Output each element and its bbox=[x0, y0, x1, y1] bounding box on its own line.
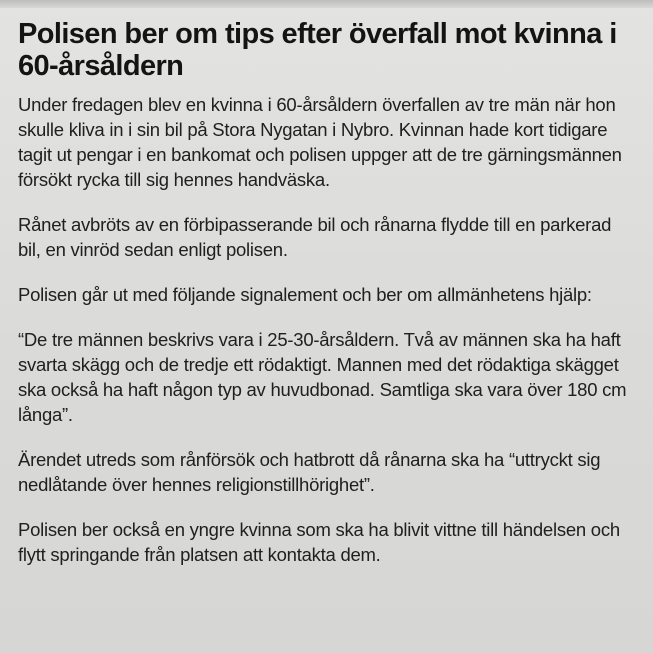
article-paragraph-1: Under fredagen blev en kvinna i 60-årsåldern överfallen av tre män när hon skulle kliva in i sin bil på Stora Nygatan i Nybro. Kvinnan hade kort tidigare tagit ut pengar i en bankomat och polisen uppger att de tre gärningsmännen försökt rycka till sig hennes handväska. bbox=[18, 94, 622, 190]
article-paragraph-5: Ärendet utreds som rånförsök och hatbrott då rånarna ska ha “uttryckt sig nedlåtande över hennes religionstillhörighet”. bbox=[18, 449, 601, 495]
article-paragraph-2: Rånet avbröts av en förbipasserande bil och rånarna flydde till en parkerad bil, en vinröd sedan enligt polisen. bbox=[18, 214, 612, 260]
article-paragraph-3: Polisen går ut med följande signalement och ber om allmänhetens hjälp: bbox=[18, 284, 592, 305]
top-edge bbox=[0, 0, 653, 8]
article bbox=[18, 18, 633, 587]
article-paragraph-4: “De tre männen beskrivs vara i 25-30-årsåldern. Två av männen ska ha haft svarta skägg och de tredje ett rödaktigt. Mannen med det rödaktiga skägget ska också ha haft någon typ av huvudbonad. Samtliga ska vara över 180 cm långa”. bbox=[18, 329, 627, 425]
article-headline: Polisen ber om tips efter överfall mot kvinna i 60-årsåldern bbox=[18, 18, 617, 82]
article-paragraph-6: Polisen ber också en yngre kvinna som ska ha blivit vittne till händelsen och flytt springande från platsen att kontakta dem. bbox=[18, 519, 620, 565]
